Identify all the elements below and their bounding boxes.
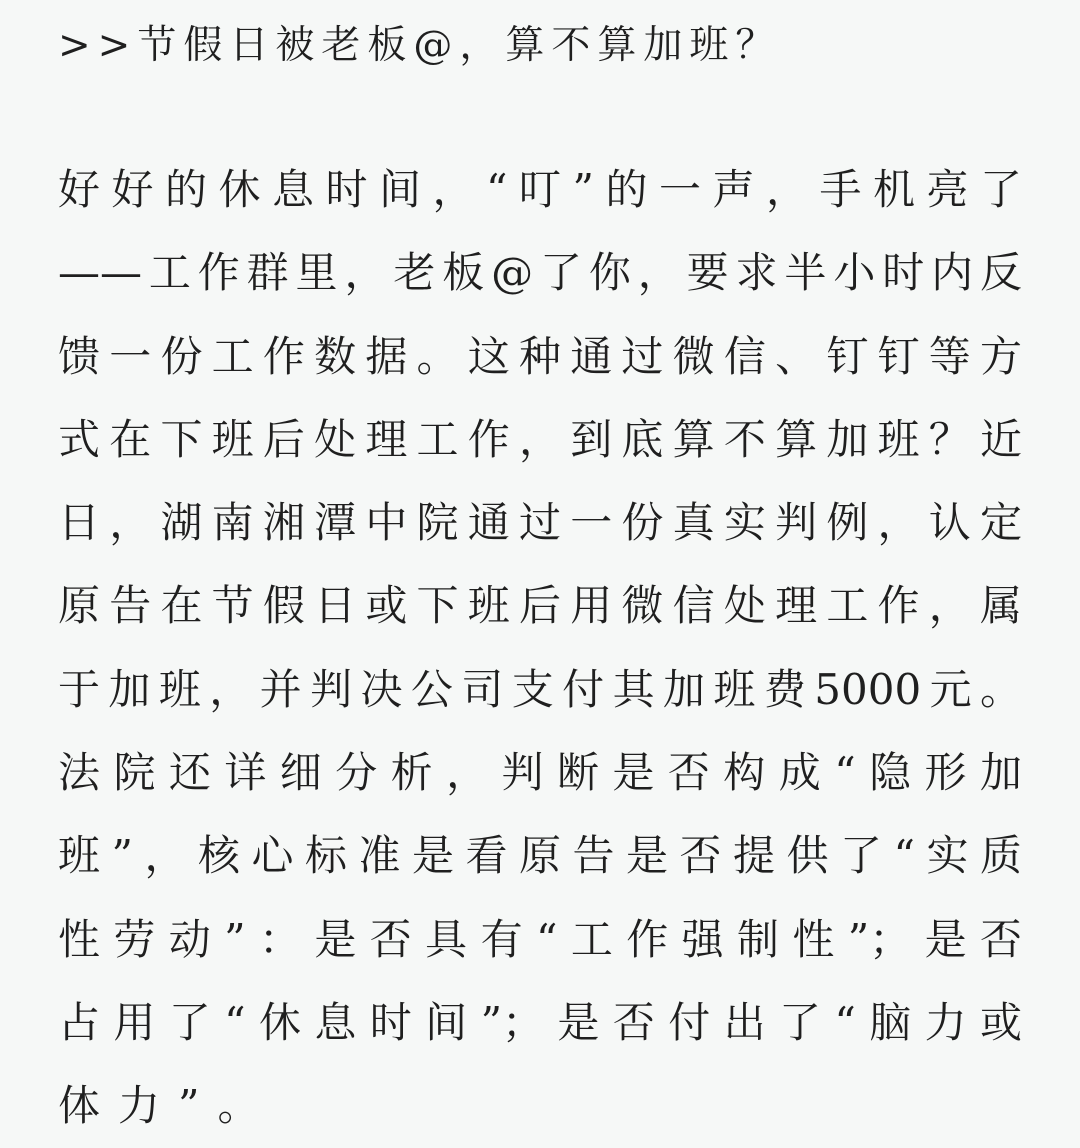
- body-line: 班”，核心标准是看原告是否提供了“实质: [58, 831, 1022, 881]
- body-line: 馈一份工作数据。这种通过微信、钉钉等方: [58, 331, 1022, 381]
- body-line: 式在下班后处理工作，到底算不算加班？近: [58, 414, 1022, 464]
- body-line: 占用了“休息时间”；是否付出了“脑力或: [58, 997, 1022, 1047]
- body-line: ——工作群里，老板@了你，要求半小时内反: [58, 248, 1022, 298]
- body-line: 原告在节假日或下班后用微信处理工作，属: [58, 581, 1022, 631]
- body-line: 于加班，并判决公司支付其加班费5000元。: [58, 664, 1022, 714]
- body-line: 日，湖南湘潭中院通过一份真实判例，认定: [58, 498, 1022, 548]
- body-line: 体力”。: [58, 1081, 278, 1131]
- body-line: 好好的休息时间，“叮”的一声，手机亮了: [58, 165, 1022, 214]
- article-body: [58, 148, 1022, 1148]
- article-heading: >>节假日被老板@，算不算加班？: [58, 23, 782, 68]
- body-line: 法院还详细分析，判断是否构成“隐形加: [58, 748, 1022, 798]
- body-line: 性劳动”：是否具有“工作强制性”；是否: [58, 914, 1022, 964]
